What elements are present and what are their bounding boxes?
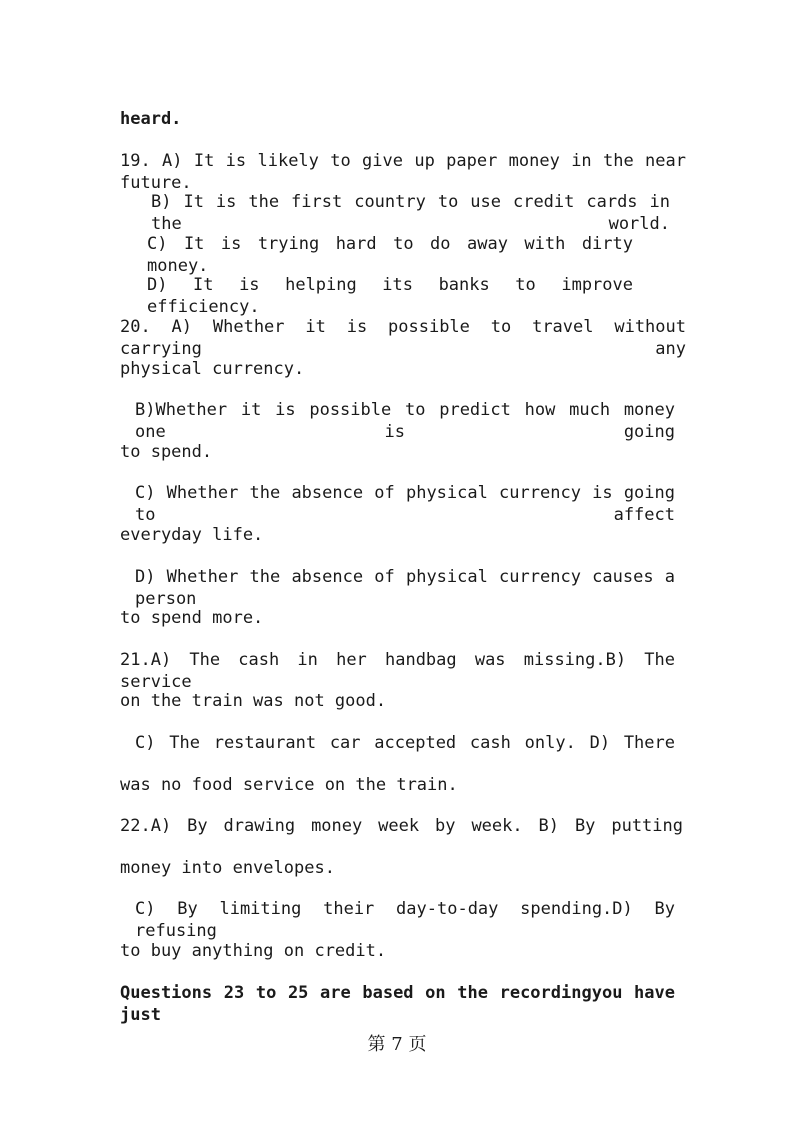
question-22-options-cd: C) By limiting their day-to-day spending.D) By refusing (135, 899, 675, 941)
question-19-option-c: C) It is trying hard to do away with dirty money. (147, 234, 633, 276)
heading-continuation: heard. (120, 109, 182, 129)
question-19-option-d: D) It is helping its banks to improve efficiency. (147, 275, 633, 317)
question-22-option-d-cont: to buy anything on credit. (120, 941, 387, 961)
page-number: 第 7 页 (367, 1034, 427, 1055)
question-22-options-ab: 22.A) By drawing money week by week. B) By putting (120, 816, 683, 836)
question-19-option-b: B) It is the first country to use credit cards in the world. (151, 192, 670, 234)
question-20-option-c: C) Whether the absence of physical currency is going to affect (135, 483, 675, 525)
question-20-option-d: D) Whether the absence of physical currency causes a person (135, 567, 675, 609)
question-20-option-b: B)Whether it is possible to predict how much money one is going (135, 400, 675, 442)
question-20-option-c-cont: everyday life. (120, 525, 264, 545)
question-21-option-d-cont: was no food service on the train. (120, 775, 458, 795)
question-21-options-cd: C) The restaurant car accepted cash only. D) There (135, 733, 675, 753)
question-20-option-b-cont: to spend. (120, 442, 213, 462)
question-19-option-a: 19. A) It is likely to give up paper money in the near future. (120, 151, 686, 193)
question-20-option-a: 20. A) Whether it is possible to travel without carrying any (120, 317, 686, 359)
question-20-option-a-cont: physical currency. (120, 359, 305, 379)
question-20-option-d-cont: to spend more. (120, 608, 264, 628)
section-heading: Questions 23 to 25 are based on the recordingyou have just (120, 983, 675, 1025)
question-22-option-b-cont: money into envelopes. (120, 858, 335, 878)
question-21-option-b-cont: on the train was not good. (120, 691, 387, 711)
question-21-options-ab: 21.A) The cash in her handbag was missing.B) The service (120, 650, 675, 692)
